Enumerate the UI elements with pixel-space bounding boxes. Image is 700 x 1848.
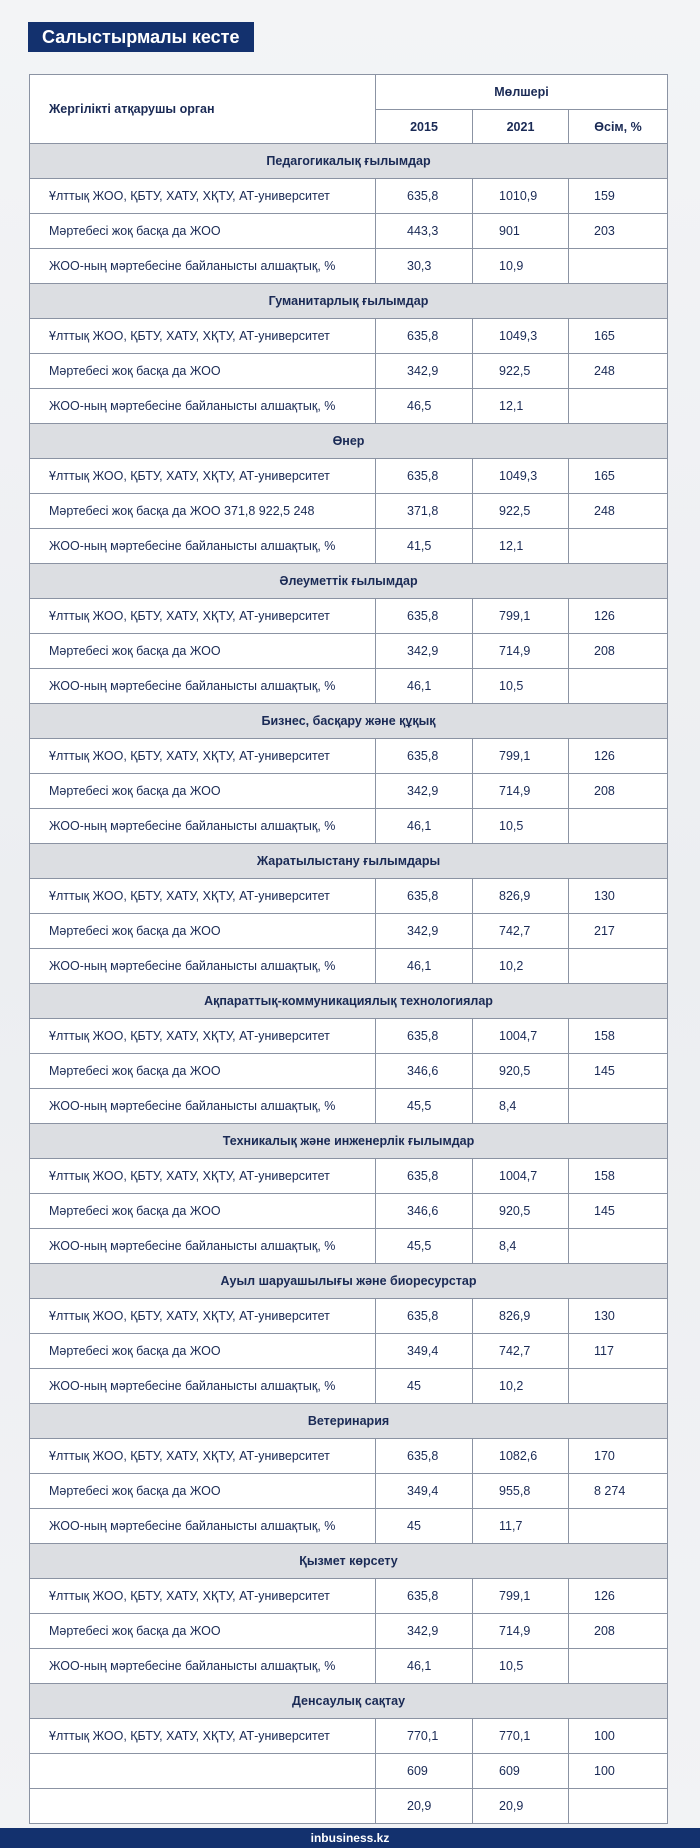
value-2015: 635,8 [376,739,473,774]
value-2021: 922,5 [473,354,569,389]
table-row [30,249,668,284]
row-label: ЖОО-ның мәртебесіне байланысты алшақтық, % [30,249,376,284]
value-2021: 10,2 [473,949,569,984]
value-2021: 1004,7 [473,1019,569,1054]
row-label: Мәртебесі жоқ басқа да ЖОО [30,634,376,669]
table-row [30,354,668,389]
value-2021: 742,7 [473,1334,569,1369]
table-row [30,1614,668,1649]
value-2015: 41,5 [376,529,473,564]
row-label: ЖОО-ның мәртебесіне байланысты алшақтық, % [30,389,376,424]
row-label: Мәртебесі жоқ басқа да ЖОО [30,774,376,809]
value-2015: 342,9 [376,354,473,389]
value-2015: 45,5 [376,1089,473,1124]
section-title: Техникалық және инженерлік ғылымдар [30,1124,668,1159]
row-label: ЖОО-ның мәртебесіне байланысты алшақтық, % [30,1509,376,1544]
row-label: Ұлттық ЖОО, ҚБТУ, ХАТУ, ХҚТУ, АТ-университет [30,1019,376,1054]
value-2015: 45 [376,1509,473,1544]
value-2021: 10,2 [473,1369,569,1404]
row-label: ЖОО-ның мәртебесіне байланысты алшақтық, % [30,809,376,844]
value-growth [569,389,668,424]
section-row [30,144,668,179]
table-row [30,774,668,809]
value-growth: 208 [569,1614,668,1649]
value-2015: 46,1 [376,669,473,704]
table-row [30,1369,668,1404]
row-label: ЖОО-ның мәртебесіне байланысты алшақтық, % [30,1229,376,1264]
table-row [30,1474,668,1509]
value-2015: 635,8 [376,599,473,634]
row-label [30,1754,376,1789]
table-row [30,949,668,984]
table-row [30,389,668,424]
row-label: Ұлттық ЖОО, ҚБТУ, ХАТУ, ХҚТУ, АТ-университет [30,459,376,494]
value-2015: 635,8 [376,459,473,494]
value-2015: 46,5 [376,389,473,424]
value-growth: 145 [569,1054,668,1089]
value-2015: 342,9 [376,774,473,809]
header-growth: Өсім, % [569,110,668,144]
value-growth [569,1369,668,1404]
value-2021: 11,7 [473,1509,569,1544]
row-label: Ұлттық ЖОО, ҚБТУ, ХАТУ, ХҚТУ, АТ-университет [30,879,376,914]
section-row [30,284,668,319]
row-label: ЖОО-ның мәртебесіне байланысты алшақтық, % [30,949,376,984]
value-growth: 126 [569,1579,668,1614]
value-2015: 30,3 [376,249,473,284]
value-2021: 8,4 [473,1089,569,1124]
table-row [30,1754,668,1789]
value-2015: 46,1 [376,1649,473,1684]
value-growth: 203 [569,214,668,249]
value-2021: 1010,9 [473,179,569,214]
section-row [30,704,668,739]
value-growth: 208 [569,774,668,809]
table-row [30,1054,668,1089]
section-title: Гуманитарлық ғылымдар [30,284,668,319]
value-2021: 826,9 [473,879,569,914]
value-2015: 46,1 [376,809,473,844]
table-row [30,1789,668,1824]
value-2021: 922,5 [473,494,569,529]
value-growth [569,1649,668,1684]
row-label: ЖОО-ның мәртебесіне байланысты алшақтық, % [30,1089,376,1124]
value-growth: 126 [569,739,668,774]
table-row [30,1509,668,1544]
value-2021: 920,5 [473,1054,569,1089]
row-label: Ұлттық ЖОО, ҚБТУ, ХАТУ, ХҚТУ, АТ-университет [30,1579,376,1614]
value-growth: 170 [569,1439,668,1474]
row-label: Ұлттық ЖОО, ҚБТУ, ХАТУ, ХҚТУ, АТ-университет [30,1159,376,1194]
section-title: Ветеринария [30,1404,668,1439]
value-growth [569,809,668,844]
value-2021: 20,9 [473,1789,569,1824]
section-row [30,1124,668,1159]
table-row [30,1159,668,1194]
table-row [30,1229,668,1264]
value-2015: 342,9 [376,634,473,669]
value-2015: 346,6 [376,1194,473,1229]
section-row [30,1264,668,1299]
value-2015: 349,4 [376,1334,473,1369]
row-label: Мәртебесі жоқ басқа да ЖОО [30,1334,376,1369]
header-org: Жергілікті атқарушы орган [30,75,376,144]
value-2021: 1082,6 [473,1439,569,1474]
value-2021: 901 [473,214,569,249]
value-growth: 158 [569,1159,668,1194]
section-title: Әлеуметтік ғылымдар [30,564,668,599]
value-2015: 635,8 [376,1159,473,1194]
value-2015: 20,9 [376,1789,473,1824]
value-2021: 799,1 [473,739,569,774]
value-2021: 12,1 [473,389,569,424]
value-2015: 635,8 [376,1299,473,1334]
row-label: Ұлттық ЖОО, ҚБТУ, ХАТУ, ХҚТУ, АТ-университет [30,1439,376,1474]
row-label: Ұлттық ЖОО, ҚБТУ, ХАТУ, ХҚТУ, АТ-университет [30,1719,376,1754]
table-body [30,144,668,1824]
table-row [30,1649,668,1684]
value-2021: 1049,3 [473,319,569,354]
row-label: Мәртебесі жоқ басқа да ЖОО [30,1054,376,1089]
value-2021: 12,1 [473,529,569,564]
section-row [30,844,668,879]
row-label: Мәртебесі жоқ басқа да ЖОО [30,914,376,949]
value-growth: 165 [569,319,668,354]
value-2015: 635,8 [376,1019,473,1054]
row-label: Мәртебесі жоқ басқа да ЖОО [30,1474,376,1509]
value-2015: 635,8 [376,319,473,354]
table-row [30,529,668,564]
value-growth: 130 [569,1299,668,1334]
value-growth: 158 [569,1019,668,1054]
value-growth [569,529,668,564]
table-row [30,809,668,844]
table-row [30,599,668,634]
value-growth [569,1509,668,1544]
value-growth [569,949,668,984]
value-2015: 443,3 [376,214,473,249]
value-2021: 714,9 [473,634,569,669]
row-label: Мәртебесі жоқ басқа да ЖОО [30,214,376,249]
section-row [30,1684,668,1719]
table-row [30,319,668,354]
comparison-table [29,74,668,1824]
row-label: Ұлттық ЖОО, ҚБТУ, ХАТУ, ХҚТУ, АТ-университет [30,599,376,634]
value-2015: 349,4 [376,1474,473,1509]
table-row [30,739,668,774]
header-year-2015: 2015 [376,110,473,144]
value-2021: 10,5 [473,669,569,704]
value-growth [569,249,668,284]
value-growth: 8 274 [569,1474,668,1509]
section-title: Қызмет көрсету [30,1544,668,1579]
value-2015: 46,1 [376,949,473,984]
row-label: Мәртебесі жоқ басқа да ЖОО 371,8 922,5 248 [30,494,376,529]
footer-brand: inbusiness.kz [0,1828,700,1848]
table-row [30,634,668,669]
row-label: Мәртебесі жоқ басқа да ЖОО [30,354,376,389]
value-2021: 955,8 [473,1474,569,1509]
value-2021: 1049,3 [473,459,569,494]
value-growth: 248 [569,354,668,389]
value-2015: 342,9 [376,914,473,949]
value-2015: 635,8 [376,179,473,214]
row-label: Ұлттық ЖОО, ҚБТУ, ХАТУ, ХҚТУ, АТ-университет [30,739,376,774]
row-label: Мәртебесі жоқ басқа да ЖОО [30,1194,376,1229]
value-2021: 799,1 [473,1579,569,1614]
value-2021: 10,5 [473,1649,569,1684]
section-title: Педагогикалық ғылымдар [30,144,668,179]
row-label: Мәртебесі жоқ басқа да ЖОО [30,1614,376,1649]
value-2021: 920,5 [473,1194,569,1229]
value-growth [569,1789,668,1824]
value-growth: 126 [569,599,668,634]
row-label [30,1789,376,1824]
value-2015: 346,6 [376,1054,473,1089]
table-row [30,1719,668,1754]
value-2015: 770,1 [376,1719,473,1754]
value-growth: 117 [569,1334,668,1369]
value-2021: 10,9 [473,249,569,284]
row-label: ЖОО-ның мәртебесіне байланысты алшақтық, % [30,1369,376,1404]
row-label: Ұлттық ЖОО, ҚБТУ, ХАТУ, ХҚТУ, АТ-университет [30,1299,376,1334]
value-growth: 100 [569,1754,668,1789]
row-label: Ұлттық ЖОО, ҚБТУ, ХАТУ, ХҚТУ, АТ-университет [30,319,376,354]
value-2021: 770,1 [473,1719,569,1754]
row-label: Ұлттық ЖОО, ҚБТУ, ХАТУ, ХҚТУ, АТ-университет [30,179,376,214]
value-growth: 130 [569,879,668,914]
header-year-2021: 2021 [473,110,569,144]
section-row [30,424,668,459]
value-2021: 609 [473,1754,569,1789]
value-growth: 100 [569,1719,668,1754]
value-2015: 371,8 [376,494,473,529]
value-growth [569,669,668,704]
value-2021: 742,7 [473,914,569,949]
value-2021: 799,1 [473,599,569,634]
table-row [30,179,668,214]
value-growth: 208 [569,634,668,669]
value-2015: 635,8 [376,1439,473,1474]
value-growth: 248 [569,494,668,529]
section-row [30,1404,668,1439]
section-title: Ақпараттық-коммуникациялық технологиялар [30,984,668,1019]
row-label: ЖОО-ның мәртебесіне байланысты алшақтық, % [30,529,376,564]
value-2021: 8,4 [473,1229,569,1264]
value-2015: 45,5 [376,1229,473,1264]
section-title: Денсаулық сақтау [30,1684,668,1719]
row-label: ЖОО-ның мәртебесіне байланысты алшақтық, % [30,669,376,704]
table-row [30,459,668,494]
value-2021: 826,9 [473,1299,569,1334]
table-row [30,1089,668,1124]
value-2015: 609 [376,1754,473,1789]
table-row [30,494,668,529]
value-2015: 635,8 [376,1579,473,1614]
row-label: ЖОО-ның мәртебесіне байланысты алшақтық, % [30,1649,376,1684]
section-title: Ауыл шаруашылығы және биоресурстар [30,1264,668,1299]
value-2015: 635,8 [376,879,473,914]
value-growth: 159 [569,179,668,214]
value-2021: 714,9 [473,1614,569,1649]
value-2015: 45 [376,1369,473,1404]
value-2021: 714,9 [473,774,569,809]
section-row [30,564,668,599]
value-2021: 1004,7 [473,1159,569,1194]
table-row [30,214,668,249]
section-row [30,984,668,1019]
section-row [30,1544,668,1579]
value-2015: 342,9 [376,1614,473,1649]
value-growth [569,1229,668,1264]
table-row [30,1299,668,1334]
value-growth [569,1089,668,1124]
value-growth: 217 [569,914,668,949]
section-title: Жаратылыстану ғылымдары [30,844,668,879]
page-title: Салыстырмалы кесте [28,22,254,52]
table-row [30,669,668,704]
table-row [30,879,668,914]
section-title: Өнер [30,424,668,459]
table-row [30,1579,668,1614]
table-row [30,914,668,949]
table-row [30,1194,668,1229]
table-row [30,1334,668,1369]
value-growth: 145 [569,1194,668,1229]
section-title: Бизнес, басқару және құқық [30,704,668,739]
value-2021: 10,5 [473,809,569,844]
header-amount: Мөлшері [376,75,668,110]
value-growth: 165 [569,459,668,494]
table-row [30,1439,668,1474]
table-row [30,1019,668,1054]
